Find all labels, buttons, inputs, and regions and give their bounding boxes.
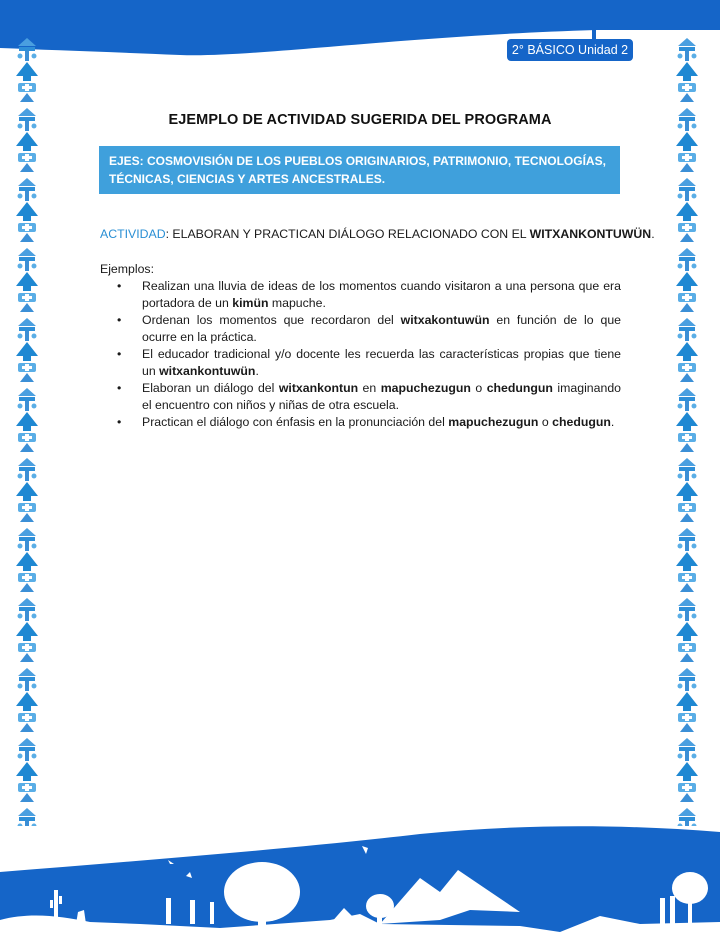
ejemplos-label: Ejemplos: bbox=[100, 262, 154, 276]
item-text: en función de lo que ocurre en la práctica. bbox=[142, 313, 621, 344]
right-decorative-border bbox=[674, 36, 700, 826]
unit-badge: 2° BÁSICO Unidad 2 bbox=[507, 39, 633, 61]
list-item bbox=[100, 278, 621, 312]
bullet-icon: • bbox=[117, 381, 122, 395]
ejes-line-2: TÉCNICAS, CIENCIAS Y ARTES ANCESTRALES. bbox=[109, 172, 386, 186]
keyword: mapuchezugun bbox=[380, 381, 471, 395]
list-item bbox=[100, 346, 621, 380]
bullet-icon: • bbox=[117, 313, 122, 327]
actividad-period: . bbox=[651, 227, 655, 241]
item-text: El educador tradicional y/o docente les recuerda las características propias que tiene un bbox=[142, 347, 621, 378]
footer-landscape bbox=[0, 820, 720, 932]
item-text: Ordenan los momentos que recordaron del bbox=[142, 313, 401, 327]
item-text: Realizan una lluvia de ideas de los momentos cuando visitaron a una persona que era portadora de un bbox=[142, 279, 621, 310]
keyword: witxankontuwün bbox=[159, 364, 256, 378]
item-text: imaginando el encuentro con niños y niñas de otra escuela. bbox=[142, 381, 621, 412]
keyword: witxankontun bbox=[278, 381, 359, 395]
ejes-line-1: EJES: COSMOVISIÓN DE LOS PUEBLOS ORIGINARIOS, PATRIMONIO, TECNOLOGÍAS, bbox=[109, 154, 606, 168]
item-text: Practican el diálogo con énfasis en la pronunciación del bbox=[142, 415, 449, 429]
list-item bbox=[100, 312, 621, 346]
ejes-banner bbox=[99, 146, 620, 194]
list-item bbox=[100, 414, 621, 431]
item-text: en bbox=[358, 381, 381, 395]
examples-list bbox=[100, 278, 621, 431]
list-item bbox=[100, 380, 621, 414]
item-text: o bbox=[538, 415, 553, 429]
bullet-icon: • bbox=[117, 347, 122, 361]
actividad-label: ACTIVIDAD bbox=[100, 227, 166, 241]
keyword: chedugun bbox=[552, 415, 611, 429]
item-text: . bbox=[610, 415, 615, 429]
keyword: kimün bbox=[232, 296, 269, 310]
keyword: witxakontuwün bbox=[400, 313, 490, 327]
item-text: . bbox=[255, 364, 259, 378]
keyword: mapuchezugun bbox=[448, 415, 539, 429]
actividad-heading bbox=[100, 227, 655, 241]
page-title: EJEMPLO DE ACTIVIDAD SUGERIDA DEL PROGRAMA bbox=[168, 112, 552, 128]
left-decorative-border bbox=[14, 36, 40, 826]
bullet-icon: • bbox=[117, 415, 122, 429]
bullet-icon: • bbox=[117, 279, 122, 293]
actividad-text: : ELABORAN Y PRACTICAN DIÁLOGO RELACIONADO CON EL bbox=[165, 227, 530, 241]
item-text: mapuche. bbox=[268, 296, 326, 310]
actividad-keyword: WITXANKONTUWÜN bbox=[529, 227, 652, 241]
item-text: o bbox=[470, 381, 487, 395]
keyword: chedungun bbox=[486, 381, 553, 395]
item-text: Elaboran un diálogo del bbox=[142, 381, 279, 395]
